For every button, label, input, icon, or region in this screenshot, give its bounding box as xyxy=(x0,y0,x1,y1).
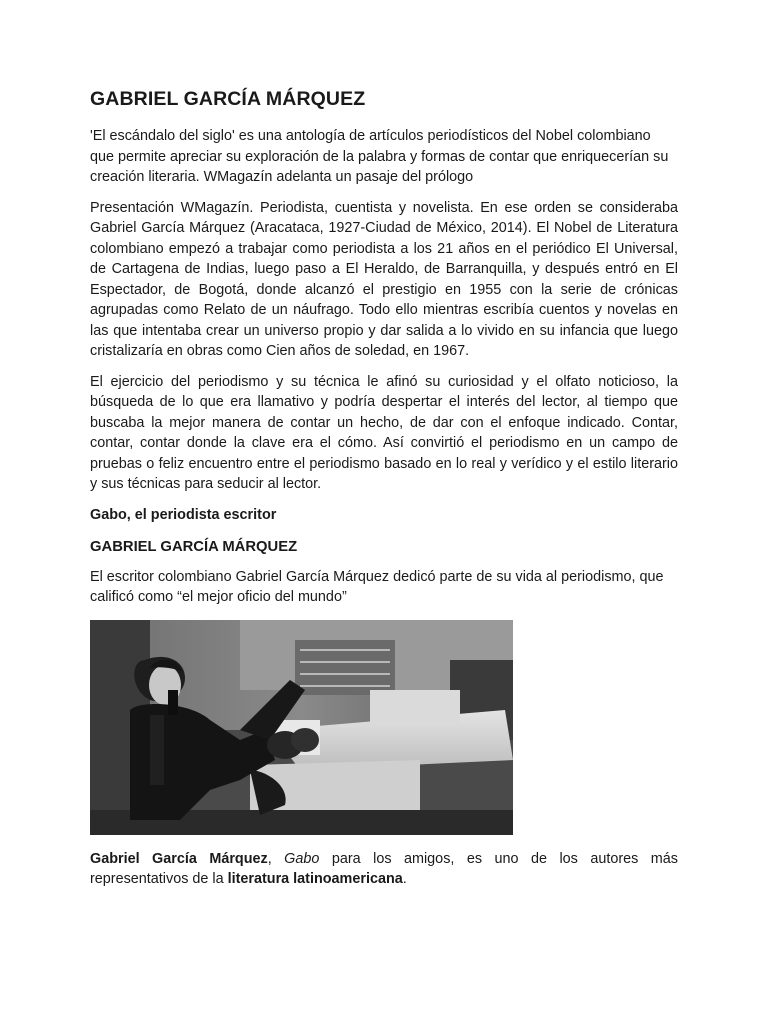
caption-end: . xyxy=(402,871,407,887)
intro-paragraph: 'El escándalo del siglo' es una antología de artículos periodísticos del Nobel colombiano que permite apreciar su exploración de la palabra y formas de contar que enriquecerían su creación literaria. WMagazín adelanta un pasaje del prólogo xyxy=(90,128,669,185)
article-title: GABRIEL GARCÍA MÁRQUEZ xyxy=(90,88,366,110)
photo-caption xyxy=(90,849,678,890)
body-paragraph-2: El ejercicio del periodismo y su técnica le afinó su curiosidad y el olfato noticioso, la búsqueda de lo que era llamativo y podría despertar el interés del lector, al tiempo que buscaba la mejor manera de contar un hecho, de dar con el enfoque indicado. Contar, contar, contar donde la clave era el cómo. Así convirtió el periodismo en un campo de pruebas o feliz encuentro entre el periodismo basado en lo real y verídico y el estilo literario y sus técnicas para seducir al lector. xyxy=(90,373,678,492)
body-paragraph-1: Presentación WMagazín. Periodista, cuentista y novelista. En ese orden se consideraba Gabriel García Márquez (Aracataca, 1927-Ciudad de México, 2014). El Nobel de Literatura colombiano empezó a trabajar como periodista a los 21 años en el periódico El Universal, de Cartagena de Indias, luego paso a El Heraldo, de Barranquilla, y después entró en El Espectador, de Bogotá, donde alcanzó el prestigio en 1955 con la serie de crónicas agrupadas como Relato de un náufrago. Todo ello mientras escribía cuentos y novelas en las que intentaba crear un universo propio y dar salida a lo vivido en su infancia que luego cristalizaría en obras como Cien años de soledad, en 1967. xyxy=(90,199,678,359)
body-paragraph-3: El escritor colombiano Gabriel García Márquez dedicó parte de su vida al periodismo, que calificó como “el mejor oficio del mundo” xyxy=(90,568,664,605)
caption-nickname: Gabo xyxy=(284,850,320,867)
caption-comma: , xyxy=(267,850,285,867)
section-subheading-name: GABRIEL GARCÍA MÁRQUEZ xyxy=(90,538,298,555)
photo-writer-at-desk xyxy=(90,620,513,835)
caption-name: Gabriel García Márquez xyxy=(90,850,268,867)
caption-emphasis: literatura latinoamericana xyxy=(227,871,403,887)
caption-middle: para los amigos, es uno de los autores más representativos de la xyxy=(90,850,678,887)
section-subheading: Gabo, el periodista escritor xyxy=(90,506,277,523)
